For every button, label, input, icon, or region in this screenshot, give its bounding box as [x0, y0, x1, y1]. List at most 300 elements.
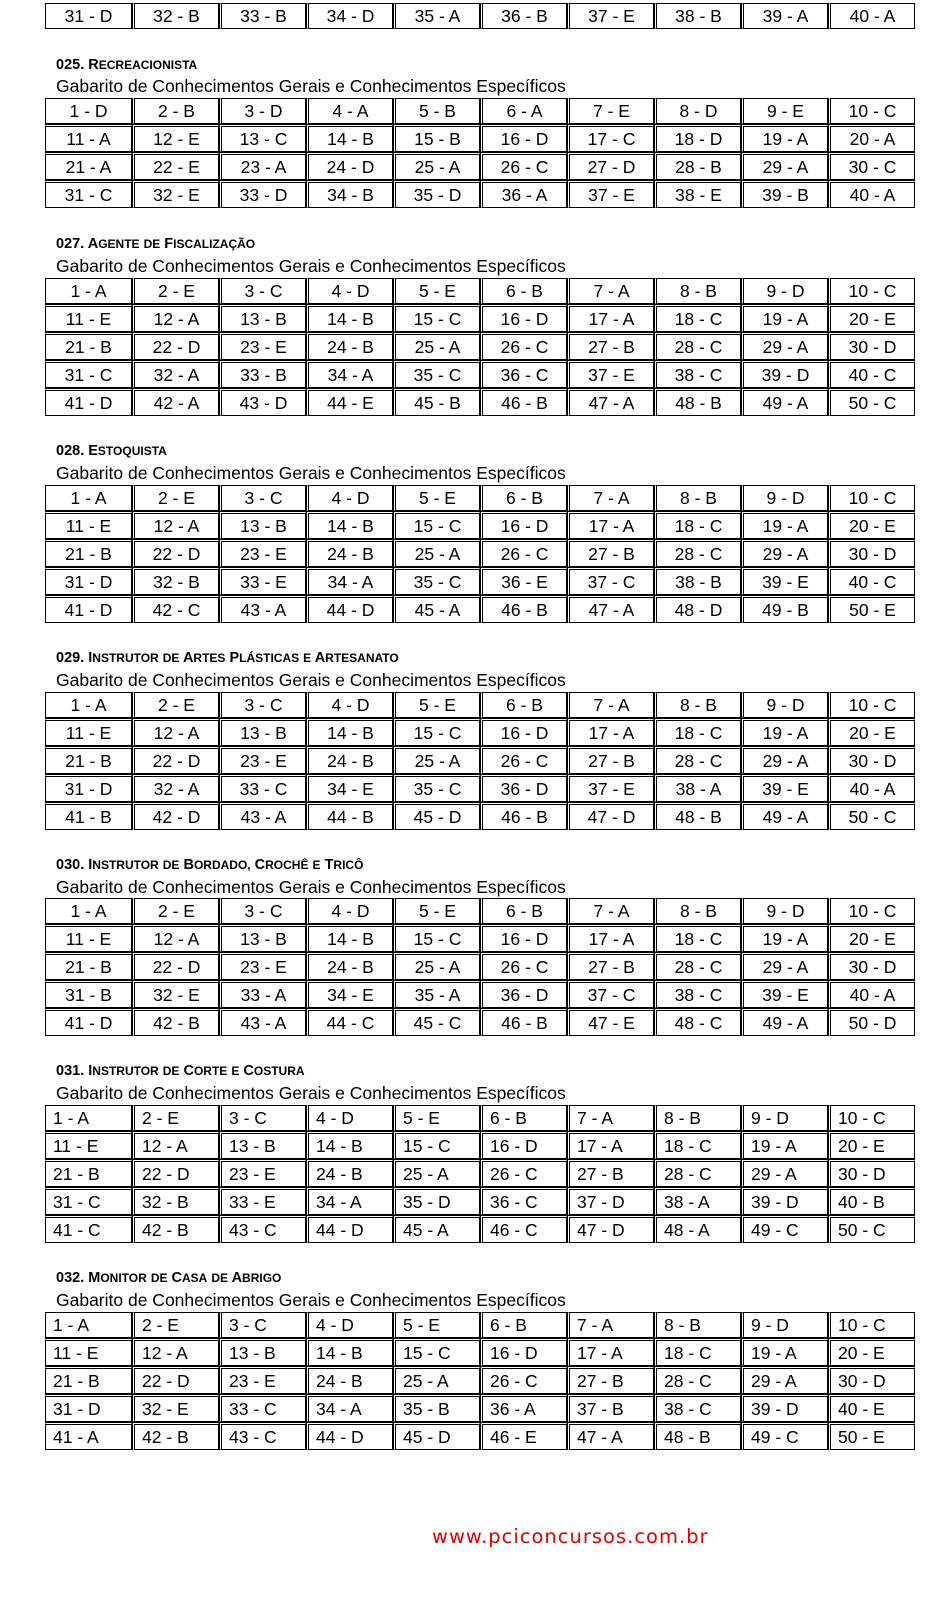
- answer-cell: 30 - D: [828, 952, 915, 980]
- answer-cell: 41 - D: [45, 388, 132, 416]
- answer-cell: 43 - C: [219, 1215, 306, 1243]
- answer-cell: 25 - A: [393, 539, 480, 567]
- answer-cell: 49 - C: [741, 1215, 828, 1243]
- answer-cell: 4 - D: [306, 1105, 393, 1131]
- answer-cell: 33 - E: [219, 567, 306, 595]
- answer-cell: 25 - A: [393, 152, 480, 180]
- answer-row: [45, 567, 915, 595]
- answer-cell: 50 - C: [828, 388, 915, 416]
- answer-cell: 34 - A: [306, 1187, 393, 1215]
- answer-cell: 9 - D: [741, 1105, 828, 1131]
- section-name: INSTRUTOR DE BORDADO, CROCHÊ E TRICÔ: [88, 857, 364, 873]
- answer-cell: 2 - E: [132, 1312, 219, 1338]
- answer-cell: 38 - A: [654, 1187, 741, 1215]
- answer-cell: 33 - B: [219, 3, 306, 29]
- answer-row: [45, 802, 915, 830]
- answer-row: [45, 1105, 915, 1131]
- answer-cell: 9 - D: [741, 692, 828, 718]
- answer-table: [45, 278, 915, 416]
- answer-row: [45, 1008, 915, 1036]
- answer-cell: 28 - B: [654, 152, 741, 180]
- answer-cell: 31 - B: [45, 980, 132, 1008]
- answer-cell: 22 - D: [132, 539, 219, 567]
- answer-cell: 40 - C: [828, 567, 915, 595]
- section-subtitle: Gabarito de Conhecimentos Gerais e Conhecimentos Específicos: [56, 256, 566, 276]
- answer-cell: 35 - A: [393, 980, 480, 1008]
- answer-cell: 10 - C: [828, 898, 915, 924]
- answer-cell: 15 - C: [393, 1131, 480, 1159]
- answer-cell: 4 - D: [306, 1312, 393, 1338]
- answer-cell: 5 - E: [393, 692, 480, 718]
- answer-cell: 7 - E: [567, 98, 654, 124]
- answer-cell: 32 - B: [132, 3, 219, 29]
- answer-cell: 5 - E: [393, 1312, 480, 1338]
- answer-cell: 36 - C: [480, 360, 567, 388]
- answer-row: [45, 1366, 915, 1394]
- answer-cell: 34 - D: [306, 3, 393, 29]
- answer-cell: 4 - D: [306, 485, 393, 511]
- answer-cell: 43 - A: [219, 1008, 306, 1036]
- answer-cell: 46 - B: [480, 388, 567, 416]
- answer-cell: 35 - A: [393, 3, 480, 29]
- answer-cell: 45 - D: [393, 802, 480, 830]
- answer-cell: 14 - B: [306, 718, 393, 746]
- answer-cell: 23 - E: [219, 539, 306, 567]
- answer-cell: 1 - A: [45, 1105, 132, 1131]
- answer-cell: 25 - A: [393, 952, 480, 980]
- answer-cell: 43 - C: [219, 1422, 306, 1450]
- answer-cell: 41 - D: [45, 1008, 132, 1036]
- answer-cell: 50 - E: [828, 595, 915, 623]
- answer-cell: 17 - C: [567, 124, 654, 152]
- answer-cell: 33 - C: [219, 1394, 306, 1422]
- answer-cell: 31 - D: [45, 567, 132, 595]
- answer-cell: 33 - B: [219, 360, 306, 388]
- answer-cell: 15 - C: [393, 511, 480, 539]
- answer-cell: 9 - D: [741, 1312, 828, 1338]
- answer-cell: 1 - A: [45, 1312, 132, 1338]
- answer-cell: 16 - D: [480, 124, 567, 152]
- answer-cell: 34 - E: [306, 980, 393, 1008]
- answer-cell: 27 - B: [567, 746, 654, 774]
- answer-row: [45, 924, 915, 952]
- answer-cell: 13 - C: [219, 124, 306, 152]
- answer-cell: 30 - D: [828, 332, 915, 360]
- answer-cell: 17 - A: [567, 924, 654, 952]
- answer-cell: 20 - E: [828, 304, 915, 332]
- answer-cell: 26 - C: [480, 1366, 567, 1394]
- answer-cell: 25 - A: [393, 1159, 480, 1187]
- answer-cell: 22 - D: [132, 332, 219, 360]
- answer-cell: 48 - B: [654, 1422, 741, 1450]
- answer-cell: 37 - C: [567, 567, 654, 595]
- answer-cell: 35 - D: [393, 1187, 480, 1215]
- answer-cell: 24 - B: [306, 1366, 393, 1394]
- answer-cell: 28 - C: [654, 1159, 741, 1187]
- answer-row: [45, 1131, 915, 1159]
- answer-cell: 25 - A: [393, 746, 480, 774]
- answer-cell: 6 - B: [480, 692, 567, 718]
- answer-cell: 11 - A: [45, 124, 132, 152]
- answer-row: [45, 1394, 915, 1422]
- answer-cell: 16 - D: [480, 718, 567, 746]
- answer-cell: 14 - B: [306, 1338, 393, 1366]
- answer-cell: 45 - D: [393, 1422, 480, 1450]
- answer-cell: 35 - C: [393, 567, 480, 595]
- answer-cell: 35 - D: [393, 180, 480, 208]
- answer-row: [45, 952, 915, 980]
- answer-cell: 4 - D: [306, 692, 393, 718]
- answer-cell: 12 - A: [132, 924, 219, 952]
- answer-cell: 30 - D: [828, 1159, 915, 1187]
- answer-table-continued: [45, 3, 915, 29]
- answer-cell: 17 - A: [567, 511, 654, 539]
- answer-cell: 36 - D: [480, 980, 567, 1008]
- answer-cell: 46 - B: [480, 1008, 567, 1036]
- answer-cell: 50 - C: [828, 802, 915, 830]
- answer-cell: 45 - A: [393, 595, 480, 623]
- answer-cell: 32 - B: [132, 1187, 219, 1215]
- answer-cell: 33 - D: [219, 180, 306, 208]
- answer-cell: 6 - B: [480, 485, 567, 511]
- section-name: MONITOR DE CASA DE ABRIGO: [88, 1270, 282, 1286]
- answer-cell: 9 - D: [741, 278, 828, 304]
- answer-cell: 22 - E: [132, 152, 219, 180]
- answer-cell: 21 - B: [45, 332, 132, 360]
- section-title: [56, 57, 197, 73]
- answer-cell: 21 - B: [45, 746, 132, 774]
- answer-cell: 26 - C: [480, 746, 567, 774]
- answer-cell: 6 - B: [480, 1105, 567, 1131]
- answer-cell: 11 - E: [45, 1338, 132, 1366]
- answer-cell: 20 - E: [828, 1131, 915, 1159]
- answer-row: [45, 774, 915, 802]
- answer-cell: 46 - B: [480, 595, 567, 623]
- answer-row: [45, 98, 915, 124]
- answer-cell: 31 - D: [45, 774, 132, 802]
- answer-cell: 43 - A: [219, 802, 306, 830]
- answer-cell: 8 - B: [654, 1105, 741, 1131]
- answer-cell: 10 - C: [828, 278, 915, 304]
- answer-cell: 24 - B: [306, 746, 393, 774]
- answer-cell: 31 - C: [45, 1187, 132, 1215]
- answer-cell: 12 - A: [132, 718, 219, 746]
- answer-cell: 3 - C: [219, 898, 306, 924]
- answer-table: [45, 692, 915, 830]
- answer-cell: 37 - B: [567, 1394, 654, 1422]
- answer-cell: 28 - C: [654, 952, 741, 980]
- answer-cell: 7 - A: [567, 1312, 654, 1338]
- answer-cell: 5 - B: [393, 98, 480, 124]
- footer-url[interactable]: www.pciconcursos.com.br: [432, 1525, 709, 1548]
- answer-cell: 39 - E: [741, 980, 828, 1008]
- answer-cell: 21 - A: [45, 152, 132, 180]
- answer-cell: 18 - C: [654, 511, 741, 539]
- answer-cell: 37 - E: [567, 774, 654, 802]
- answer-row: [45, 1215, 915, 1243]
- answer-cell: 5 - E: [393, 485, 480, 511]
- answer-cell: 18 - C: [654, 1338, 741, 1366]
- answer-cell: 32 - B: [132, 567, 219, 595]
- answer-cell: 22 - D: [132, 1366, 219, 1394]
- answer-row: [45, 304, 915, 332]
- answer-cell: 25 - A: [393, 332, 480, 360]
- answer-cell: 27 - B: [567, 332, 654, 360]
- section-code: 027.: [56, 236, 88, 252]
- answer-cell: 47 - A: [567, 595, 654, 623]
- answer-cell: 16 - D: [480, 304, 567, 332]
- answer-cell: 37 - E: [567, 180, 654, 208]
- answer-cell: 23 - E: [219, 746, 306, 774]
- answer-cell: 6 - B: [480, 898, 567, 924]
- section-title: [56, 1063, 305, 1079]
- answer-cell: 13 - B: [219, 511, 306, 539]
- answer-row: [45, 692, 915, 718]
- answer-cell: 15 - C: [393, 1338, 480, 1366]
- answer-cell: 25 - A: [393, 1366, 480, 1394]
- answer-cell: 12 - E: [132, 124, 219, 152]
- section-name: INSTRUTOR DE CORTE E COSTURA: [88, 1063, 305, 1079]
- answer-cell: 14 - B: [306, 304, 393, 332]
- answer-cell: 50 - D: [828, 1008, 915, 1036]
- answer-cell: 9 - D: [741, 485, 828, 511]
- answer-cell: 31 - D: [45, 3, 132, 29]
- answer-cell: 49 - A: [741, 388, 828, 416]
- answer-cell: 39 - B: [741, 180, 828, 208]
- answer-cell: 4 - D: [306, 278, 393, 304]
- answer-cell: 7 - A: [567, 898, 654, 924]
- answer-cell: 22 - D: [132, 746, 219, 774]
- answer-cell: 18 - C: [654, 924, 741, 952]
- answer-cell: 39 - E: [741, 567, 828, 595]
- answer-cell: 32 - E: [132, 180, 219, 208]
- answer-row: [45, 511, 915, 539]
- answer-cell: 34 - A: [306, 1394, 393, 1422]
- answer-cell: 11 - E: [45, 1131, 132, 1159]
- answer-cell: 49 - C: [741, 1422, 828, 1450]
- answer-cell: 44 - D: [306, 595, 393, 623]
- answer-cell: 27 - B: [567, 1366, 654, 1394]
- answer-cell: 7 - A: [567, 1105, 654, 1131]
- section-title: [56, 1270, 281, 1286]
- answer-cell: 15 - B: [393, 124, 480, 152]
- answer-row: [45, 278, 915, 304]
- answer-cell: 13 - B: [219, 718, 306, 746]
- answer-cell: 30 - D: [828, 539, 915, 567]
- section-name: INSTRUTOR DE ARTES PLÁSTICAS E ARTESANATO: [88, 650, 399, 666]
- answer-cell: 46 - B: [480, 802, 567, 830]
- answer-cell: 40 - A: [828, 180, 915, 208]
- answer-cell: 35 - C: [393, 774, 480, 802]
- answer-row: [45, 180, 915, 208]
- answer-cell: 49 - A: [741, 1008, 828, 1036]
- answer-cell: 39 - A: [741, 3, 828, 29]
- answer-cell: 36 - D: [480, 774, 567, 802]
- answer-cell: 3 - C: [219, 485, 306, 511]
- answer-table: [45, 98, 915, 208]
- section-code: 025.: [56, 57, 89, 73]
- answer-row: [45, 3, 915, 29]
- answer-cell: 46 - C: [480, 1215, 567, 1243]
- answer-cell: 6 - B: [480, 1312, 567, 1338]
- answer-cell: 14 - B: [306, 124, 393, 152]
- answer-cell: 36 - A: [480, 180, 567, 208]
- answer-cell: 38 - C: [654, 360, 741, 388]
- answer-row: [45, 388, 915, 416]
- answer-cell: 42 - A: [132, 388, 219, 416]
- answer-cell: 8 - B: [654, 485, 741, 511]
- answer-cell: 47 - D: [567, 1215, 654, 1243]
- answer-cell: 44 - E: [306, 388, 393, 416]
- answer-cell: 32 - A: [132, 360, 219, 388]
- answer-cell: 17 - A: [567, 1338, 654, 1366]
- answer-cell: 42 - D: [132, 802, 219, 830]
- answer-cell: 49 - A: [741, 802, 828, 830]
- answer-cell: 24 - B: [306, 332, 393, 360]
- answer-cell: 12 - A: [132, 1338, 219, 1366]
- answer-cell: 2 - E: [132, 485, 219, 511]
- answer-cell: 8 - B: [654, 898, 741, 924]
- answer-table: [45, 1105, 915, 1243]
- section-code: 030.: [56, 857, 89, 873]
- section-name: ESTOQUISTA: [88, 443, 167, 459]
- answer-cell: 20 - A: [828, 124, 915, 152]
- answer-cell: 50 - C: [828, 1215, 915, 1243]
- answer-cell: 24 - B: [306, 539, 393, 567]
- answer-cell: 36 - A: [480, 1394, 567, 1422]
- answer-cell: 24 - B: [306, 952, 393, 980]
- answer-cell: 22 - D: [132, 952, 219, 980]
- answer-cell: 40 - A: [828, 3, 915, 29]
- answer-cell: 40 - B: [828, 1187, 915, 1215]
- answer-cell: 39 - D: [741, 360, 828, 388]
- answer-cell: 21 - B: [45, 1366, 132, 1394]
- answer-cell: 38 - A: [654, 774, 741, 802]
- section-code: 031.: [56, 1063, 89, 1079]
- answer-cell: 32 - E: [132, 980, 219, 1008]
- answer-cell: 14 - B: [306, 511, 393, 539]
- answer-cell: 13 - B: [219, 1131, 306, 1159]
- answer-cell: 17 - A: [567, 1131, 654, 1159]
- answer-cell: 10 - C: [828, 1105, 915, 1131]
- answer-row: [45, 898, 915, 924]
- answer-cell: 18 - C: [654, 1131, 741, 1159]
- answer-cell: 34 - A: [306, 567, 393, 595]
- answer-row: [45, 1187, 915, 1215]
- answer-cell: 2 - E: [132, 1105, 219, 1131]
- answer-cell: 7 - A: [567, 692, 654, 718]
- answer-cell: 39 - D: [741, 1187, 828, 1215]
- answer-cell: 5 - E: [393, 1105, 480, 1131]
- answer-cell: 19 - A: [741, 924, 828, 952]
- answer-cell: 13 - B: [219, 924, 306, 952]
- answer-cell: 29 - A: [741, 1159, 828, 1187]
- answer-cell: 15 - C: [393, 718, 480, 746]
- answer-cell: 48 - C: [654, 1008, 741, 1036]
- answer-row: [45, 746, 915, 774]
- answer-cell: 28 - C: [654, 332, 741, 360]
- answer-cell: 34 - A: [306, 360, 393, 388]
- answer-cell: 42 - B: [132, 1008, 219, 1036]
- answer-cell: 8 - D: [654, 98, 741, 124]
- answer-cell: 15 - C: [393, 924, 480, 952]
- answer-cell: 32 - E: [132, 1394, 219, 1422]
- answer-row: [45, 980, 915, 1008]
- section-subtitle: Gabarito de Conhecimentos Gerais e Conhecimentos Específicos: [56, 670, 566, 690]
- answer-cell: 15 - C: [393, 304, 480, 332]
- answer-cell: 34 - B: [306, 180, 393, 208]
- answer-row: [45, 1422, 915, 1450]
- answer-cell: 38 - B: [654, 3, 741, 29]
- answer-cell: 21 - B: [45, 952, 132, 980]
- answer-cell: 6 - B: [480, 278, 567, 304]
- answer-cell: 10 - C: [828, 98, 915, 124]
- answer-cell: 17 - A: [567, 304, 654, 332]
- answer-cell: 35 - B: [393, 1394, 480, 1422]
- answer-cell: 31 - C: [45, 180, 132, 208]
- answer-cell: 16 - D: [480, 511, 567, 539]
- answer-cell: 18 - C: [654, 304, 741, 332]
- answer-cell: 11 - E: [45, 511, 132, 539]
- answer-row: [45, 360, 915, 388]
- answer-cell: 14 - B: [306, 924, 393, 952]
- answer-cell: 10 - C: [828, 692, 915, 718]
- section-code: 032.: [56, 1270, 89, 1286]
- section-title: [56, 236, 255, 252]
- answer-cell: 30 - C: [828, 152, 915, 180]
- section-subtitle: Gabarito de Conhecimentos Gerais e Conhecimentos Específicos: [56, 463, 566, 483]
- answer-cell: 49 - B: [741, 595, 828, 623]
- answer-cell: 29 - A: [741, 332, 828, 360]
- answer-cell: 47 - A: [567, 1422, 654, 1450]
- answer-cell: 1 - A: [45, 898, 132, 924]
- answer-cell: 23 - E: [219, 952, 306, 980]
- answer-table: [45, 1312, 915, 1450]
- answer-cell: 45 - A: [393, 1215, 480, 1243]
- answer-cell: 41 - C: [45, 1215, 132, 1243]
- answer-cell: 11 - E: [45, 304, 132, 332]
- answer-cell: 44 - B: [306, 802, 393, 830]
- answer-cell: 17 - A: [567, 718, 654, 746]
- answer-cell: 31 - C: [45, 360, 132, 388]
- answer-cell: 3 - C: [219, 692, 306, 718]
- answer-cell: 37 - E: [567, 3, 654, 29]
- answer-cell: 47 - A: [567, 388, 654, 416]
- answer-cell: 37 - D: [567, 1187, 654, 1215]
- answer-cell: 29 - A: [741, 152, 828, 180]
- answer-row: [45, 1338, 915, 1366]
- section-subtitle: Gabarito de Conhecimentos Gerais e Conhecimentos Específicos: [56, 1083, 566, 1103]
- answer-cell: 30 - D: [828, 1366, 915, 1394]
- answer-cell: 39 - E: [741, 774, 828, 802]
- answer-cell: 34 - E: [306, 774, 393, 802]
- answer-row: [45, 152, 915, 180]
- answer-cell: 26 - C: [480, 952, 567, 980]
- answer-cell: 41 - A: [45, 1422, 132, 1450]
- answer-cell: 16 - D: [480, 1131, 567, 1159]
- answer-cell: 29 - A: [741, 1366, 828, 1394]
- section-title: [56, 857, 363, 873]
- answer-cell: 1 - D: [45, 98, 132, 124]
- section-title: [56, 443, 167, 459]
- answer-cell: 42 - B: [132, 1422, 219, 1450]
- section-subtitle: Gabarito de Conhecimentos Gerais e Conhecimentos Específicos: [56, 1290, 566, 1310]
- answer-cell: 20 - E: [828, 718, 915, 746]
- answer-cell: 48 - B: [654, 802, 741, 830]
- answer-cell: 42 - C: [132, 595, 219, 623]
- section-name: AGENTE DE FISCALIZAÇÃO: [87, 236, 256, 252]
- answer-cell: 48 - B: [654, 388, 741, 416]
